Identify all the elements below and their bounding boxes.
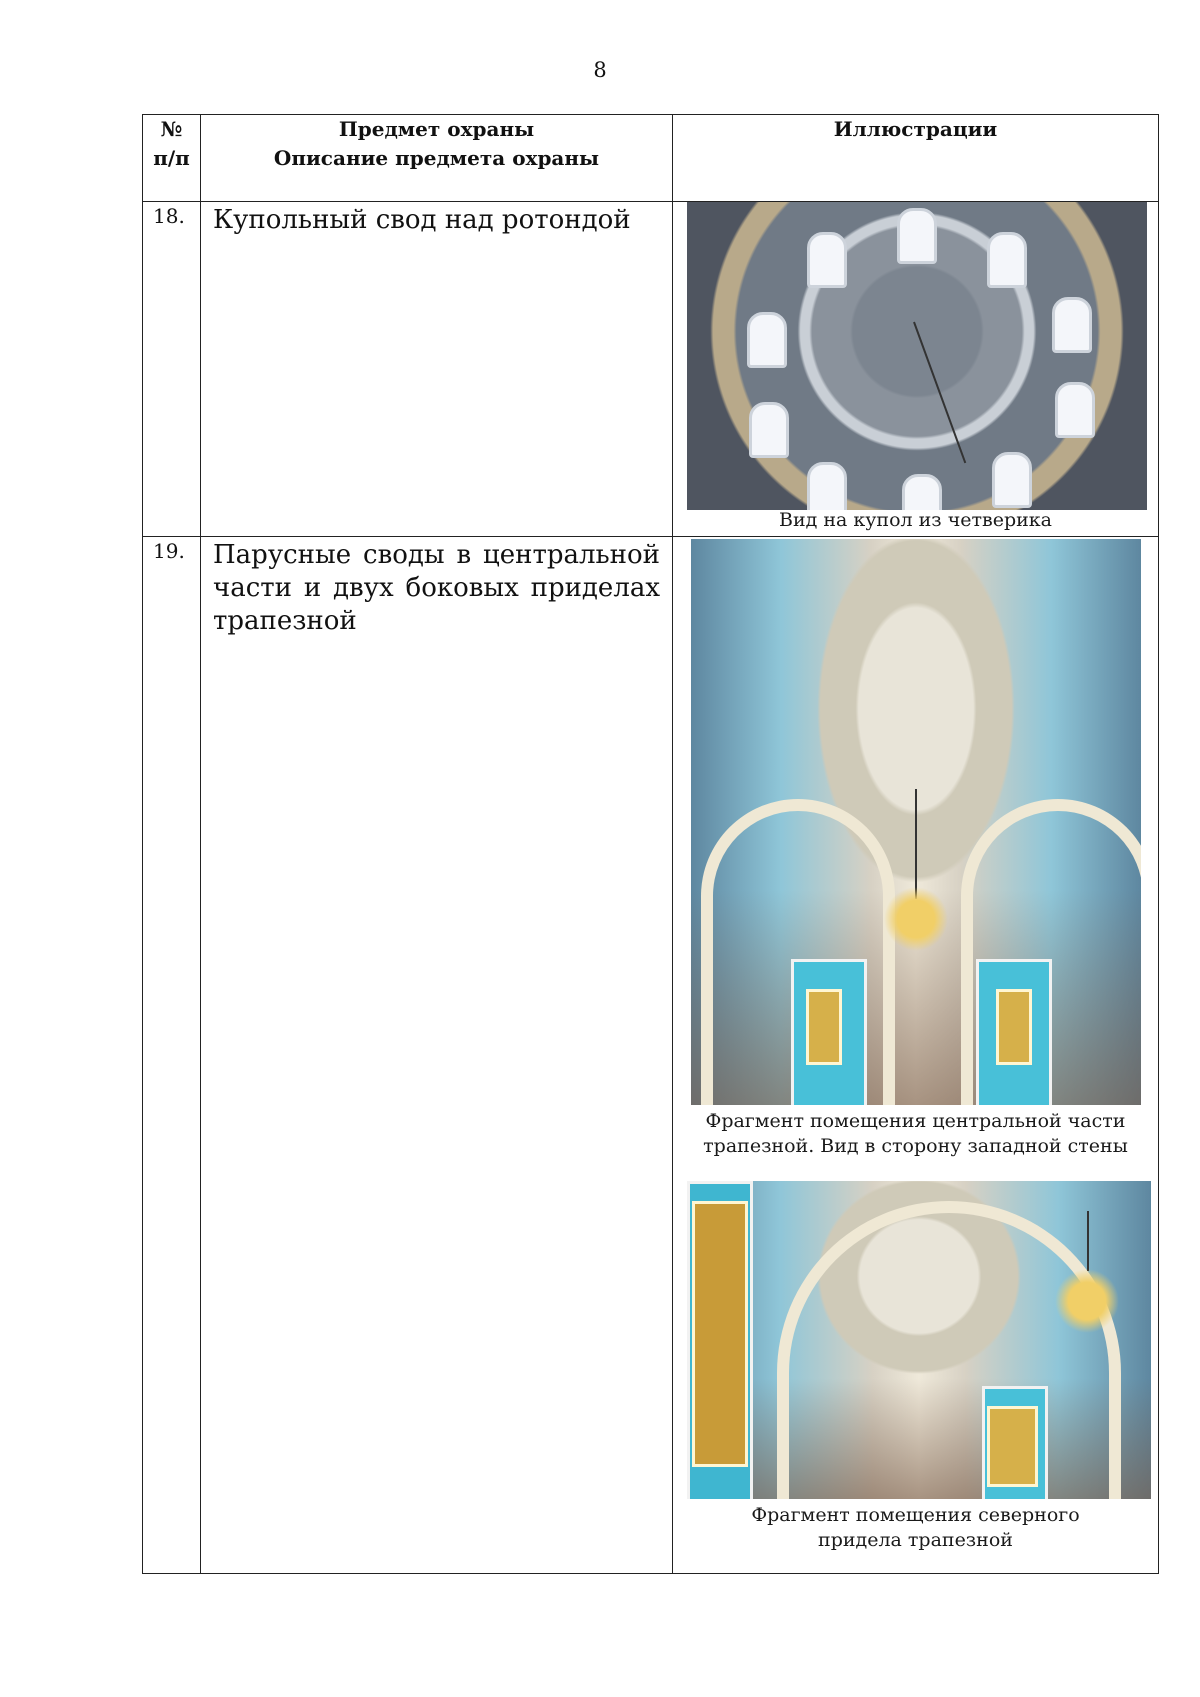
protection-table bbox=[142, 114, 1159, 1574]
table-row bbox=[143, 202, 1159, 537]
central-refectory-photo bbox=[691, 539, 1141, 1105]
header-number-abbr: п/п bbox=[153, 146, 190, 170]
caption-line: трапезной. Вид в сторону западной стены bbox=[703, 1135, 1128, 1157]
header-subject bbox=[201, 115, 673, 202]
central-refectory-caption bbox=[673, 1109, 1158, 1159]
header-number-symbol: № bbox=[160, 117, 183, 141]
dome-photo bbox=[687, 202, 1147, 510]
row-description: Купольный свод над ротондой bbox=[201, 202, 673, 537]
table-row bbox=[143, 537, 1159, 1574]
page-number: 8 bbox=[593, 58, 607, 82]
caption-line: Фрагмент помещения центральной части bbox=[705, 1110, 1126, 1132]
header-illustrations: Иллюстрации bbox=[673, 115, 1159, 202]
caption-line: придела трапезной bbox=[818, 1529, 1013, 1551]
north-chapel-caption bbox=[673, 1503, 1158, 1553]
header-subject-title: Предмет охраны bbox=[338, 117, 535, 141]
north-chapel-photo bbox=[687, 1181, 1151, 1499]
table-header-row bbox=[143, 115, 1159, 202]
row-number: 18. bbox=[143, 202, 201, 537]
row-number: 19. bbox=[143, 537, 201, 1574]
illustration-cell bbox=[673, 537, 1159, 1574]
dome-photo-caption: Вид на купол из четверика bbox=[778, 509, 1052, 531]
illustration-cell bbox=[673, 202, 1159, 537]
header-subject-description: Описание предмета охраны bbox=[273, 146, 600, 170]
header-number bbox=[143, 115, 201, 202]
row-description: Парусные своды в центральной части и двух боковых приделах трапезной bbox=[201, 537, 673, 1574]
caption-line: Фрагмент помещения северного bbox=[751, 1504, 1080, 1526]
